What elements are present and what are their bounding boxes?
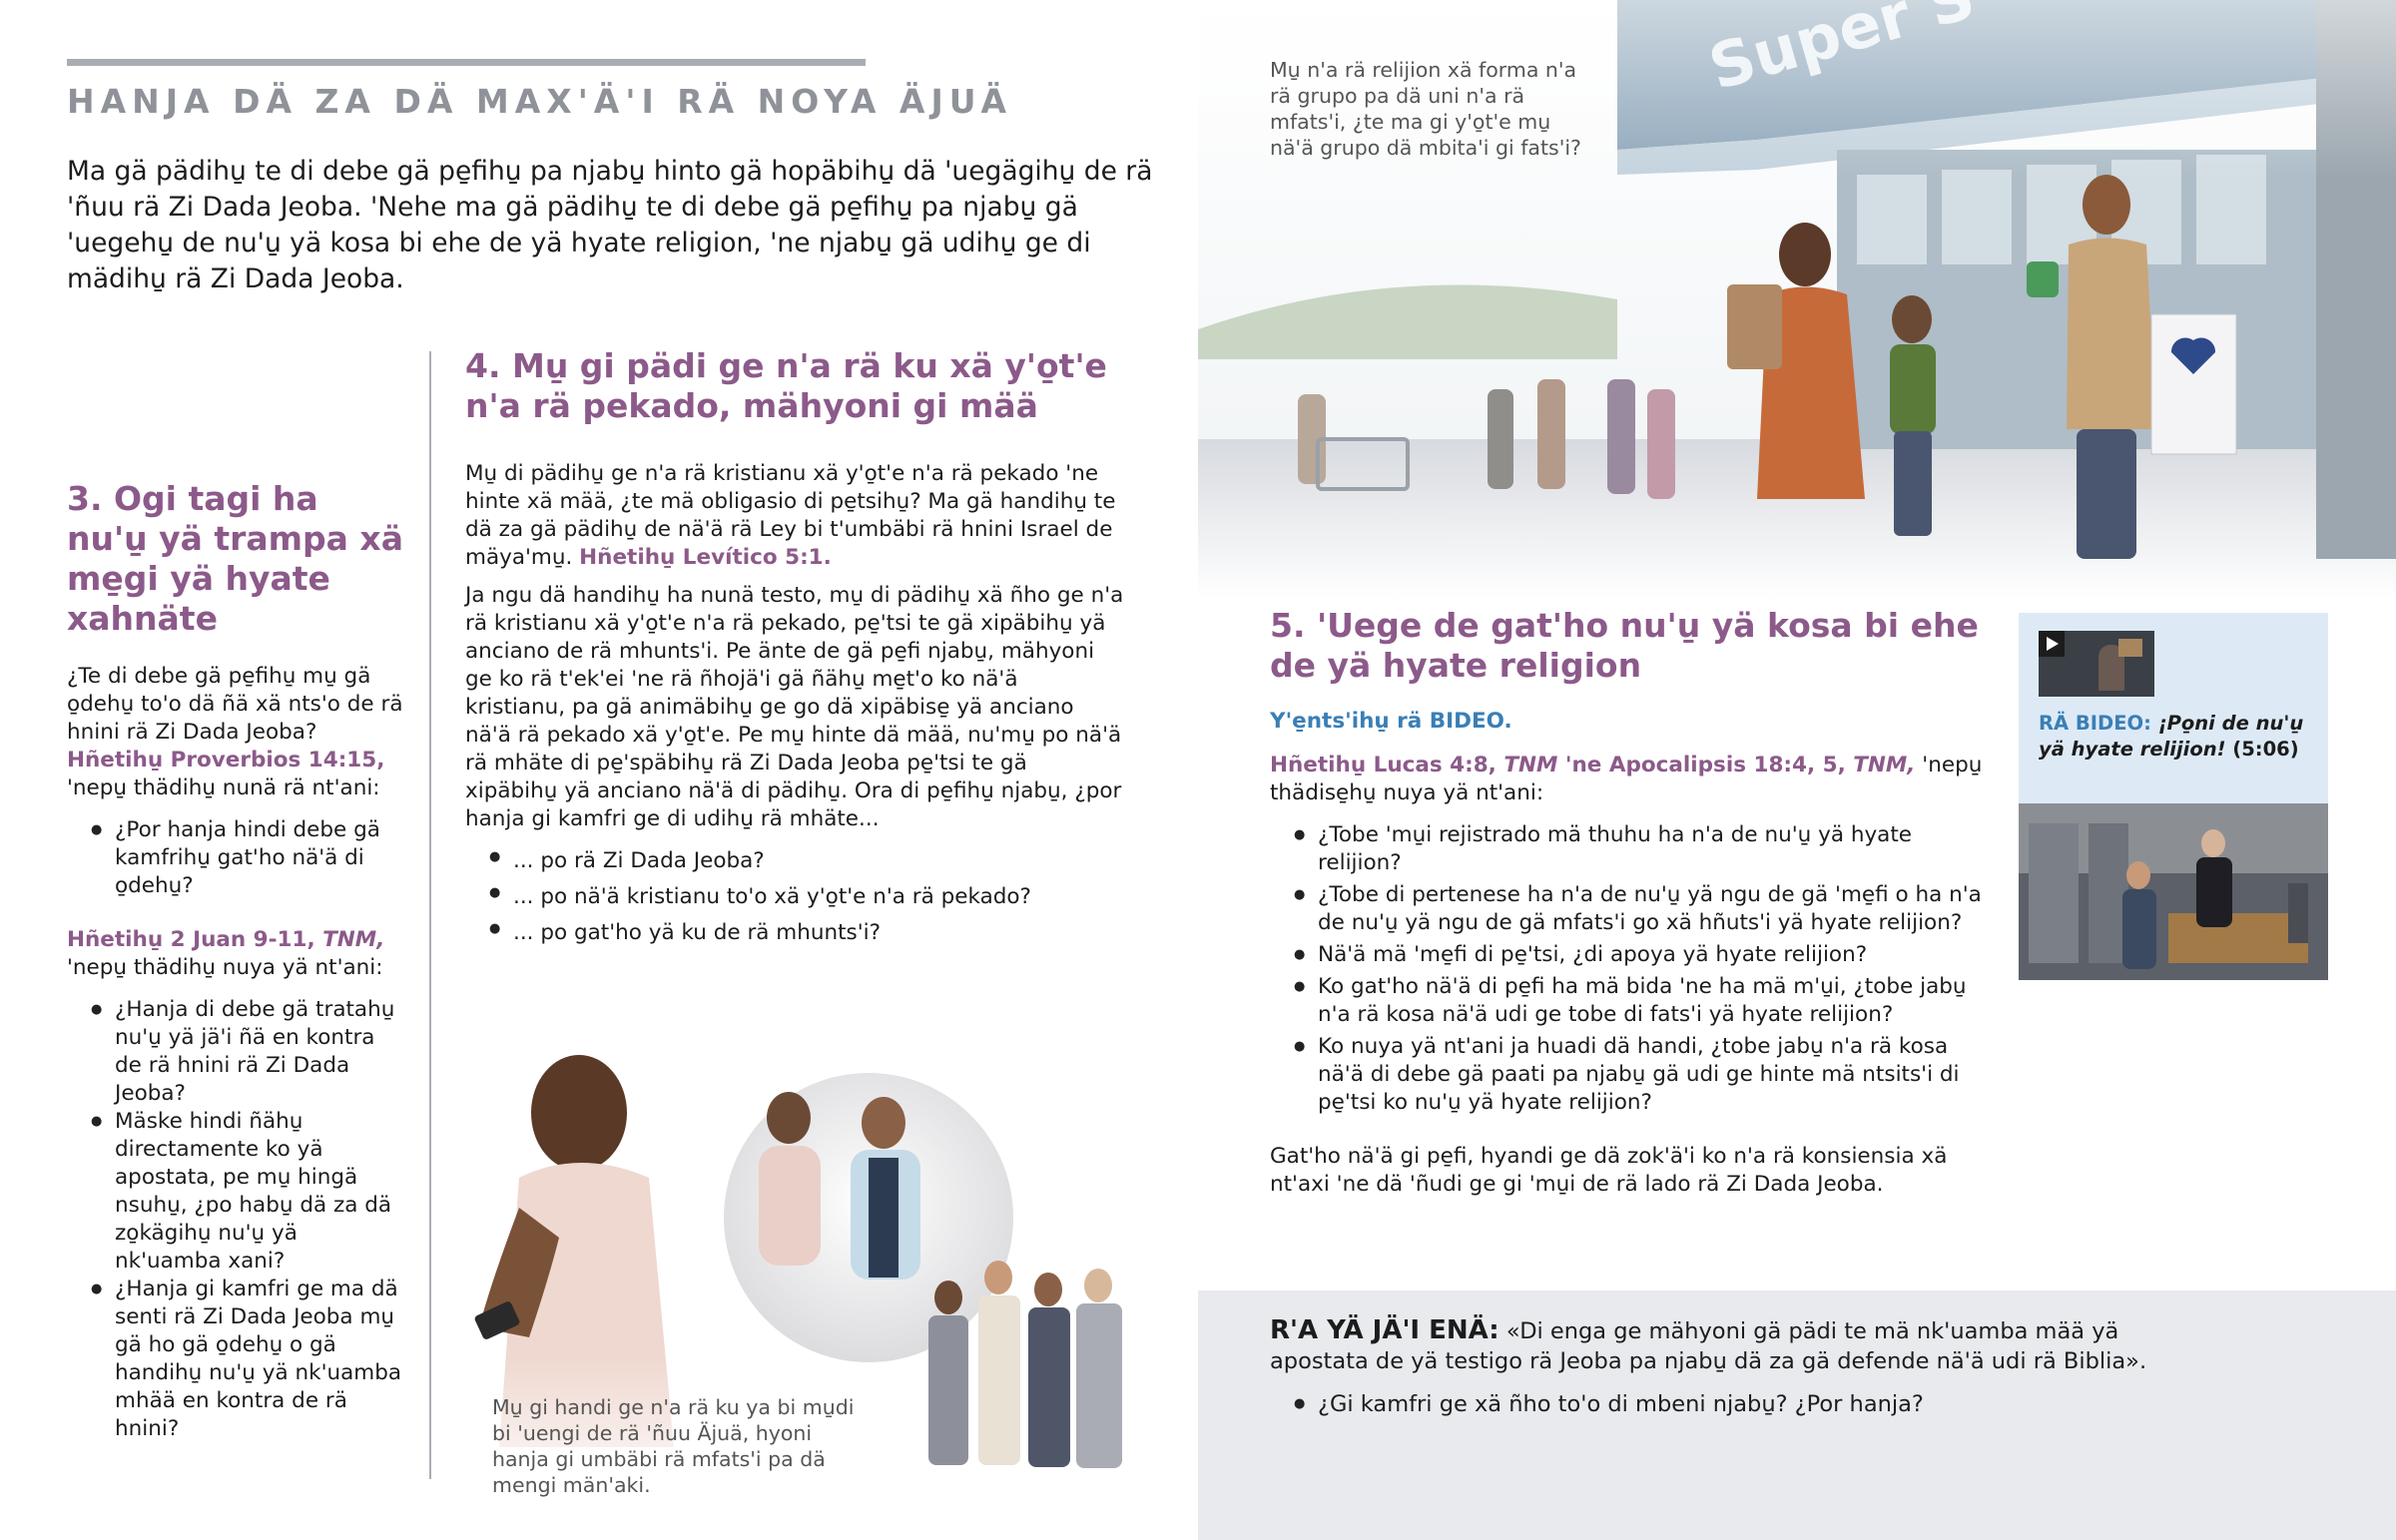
section-4-bullets <box>465 843 1124 951</box>
section-5-heading: 5. 'Uege de gat'ho nu'u̱ yä kosa bi ehe de yä hyate religion <box>1270 606 1979 685</box>
discussion-lead: R'A YÄ JÄ'I ENÄ: <box>1270 1315 1499 1345</box>
section-3 <box>67 479 406 1443</box>
list-item: ● ¿Gi kamfri ge xä ñho to'o di mbeni njabu̱? ¿Por hanja? <box>1270 1390 2148 1418</box>
video-thumbnail-small[interactable] <box>2039 631 2154 697</box>
top-rule <box>67 59 866 66</box>
intro-paragraph: Ma gä pädihu̱ te di debe gä pe̱fihu̱ pa njabu̱ hinto gä hopäbihu̱ dä 'uegägihu̱ de rä 'ñuu rä Zi Dada Jeoba. 'Nehe ma gä pädihu̱ te di debe gä pe̱fihu̱ pa njabu̱ gä 'uegehu̱ de nu'u̱ yä kosa bi ehe de yä hyate religion, 'ne njabu̱ gä udihu̱ ge di mädihu̱ rä Zi Dada Jeoba. <box>67 156 1153 294</box>
list-item: ● ¿Hanja di debe gä tratahu̱ nu'u̱ yä jä'i ñä en kontra de rä hnini rä Zi Dada Jeoba? <box>67 996 406 1108</box>
discussion-bullets <box>1270 1390 2148 1418</box>
section-title: HANJA DÄ ZA DÄ MAX'Ä'I RÄ NOYA ÄJUÄ <box>67 82 1013 121</box>
paragraph-tail: 'nepu̱ thädihu̱ nuya yä nt'ani: <box>67 955 383 980</box>
section-4 <box>465 346 1124 951</box>
section-4-paragraph-1: Mu̱ di pädihu̱ ge n'a rä kristianu xä y'o̱t'e n'a rä pekado 'ne hinte xä mää, ¿te mä obligasio di pe̱tsihu̱? Ma gä handihu̱ te dä za gä pädihu̱ de nä'ä rä Ley bi t'umbäbi rä hnini Israel de mäya'mu̱. Hñetihu̱ Levítico 5:1. <box>465 461 1116 570</box>
section-3-paragraph <box>67 663 406 802</box>
discussion-statement: R'A YÄ JÄ'I ENÄ: «Di enga ge mähyoni gä pädi te mä nk'uamba mää yä apostata de yä testigo rä Jeoba pa njabu̱ dä za gä defende nä'ä udi rä Biblia». <box>1270 1315 2147 1374</box>
list-item: ● Ko nuya yä nt'ani ja huadi dä handi, ¿tobe jabu̱ n'a rä kosa nä'ä di debe gä paati pa njabu̱ gä udi ge hinte mä ntsits'i di pe̱'tsi ko nu'u̱ yä hyate relijion? <box>1270 1033 1989 1117</box>
list-item: ● Ko gat'ho nä'ä di pe̱fi ha mä bida 'ne ha mä m'u̱i, ¿tobe jabu̱ n'a rä kosa nä'ä udi ge tobe di fats'i yä hyate relijion? <box>1270 973 1989 1029</box>
section-3-bullets-1 <box>67 816 406 900</box>
play-icon[interactable] <box>2047 637 2059 651</box>
photo-caption: Mu̱ n'a rä relijion xä forma n'a rä grupo pa dä uni n'a rä mfats'i, ¿te ma gi y'o̱t'e mu̱ nä'ä grupo dä mbita'i gi fats'i? <box>1270 58 1581 160</box>
illustration-caption: Mu̱ gi handi ge n'a rä ku ya bi mu̱di bi 'uengi de rä 'ñuu Äjuä, hyoni hanja gi umbäbi rä mfats'i pa dä mengi män'aki. <box>492 1395 855 1497</box>
video-still <box>2019 803 2328 980</box>
scripture-link-levitico[interactable]: Hñetihu̱ Levítico 5:1. <box>579 545 832 570</box>
woman-figure <box>2122 889 2156 969</box>
scripture-link-2-juan[interactable]: Hñetihu̱ 2 Juan 9-11, TNM, <box>67 927 385 952</box>
list-item: ● Nä'ä mä 'me̱fi di pe̱'tsi, ¿di apoya yä hyate relijion? <box>1270 941 1989 969</box>
paragraph-tail: 'nepu̱ thädihu̱ nunä rä nt'ani: <box>67 775 380 800</box>
section-5-reference: Hñetihu̱ Lucas 4:8, TNM 'ne Apocalipsis 18:4, 5, TNM, 'nepu̱ thädise̱hu̱ nuya yä nt'ani: <box>1270 753 1983 805</box>
video-card-text: RÄ BIDEO: ¡Po̱ni de nu'u̱ yä hyate relijion! (5:06) <box>2039 712 2304 761</box>
list-item: ● ¿Tobe di pertenese ha n'a de nu'u̱ yä ngu de gä 'me̱fi o ha n'a de nu'u̱ yä ngu de gä mfats'i go xä hñuts'i yä hyate relijion? <box>1270 881 1989 937</box>
priest-figure <box>2196 857 2232 927</box>
section-3-bullets-2 <box>67 996 406 1443</box>
section-5-bullets <box>1270 821 1989 1117</box>
collection-box <box>2151 314 2236 454</box>
video-link[interactable]: Y'e̱nts'ihu̱ rä BIDEO. <box>1270 709 1512 734</box>
section-3-reference-2 <box>67 926 406 982</box>
paragraph-text: ¿Te di debe gä pe̱fihu̱ mu̱ gä o̱dehu̱ to'o dä ñä xä nts'o de rä hnini rä Zi Dada Jeoba? <box>67 664 403 745</box>
section-4-heading: 4. Mu̱ gi pädi ge n'a rä ku xä y'o̱t'e n'a rä pekado, mähyoni gi mää <box>465 346 1107 425</box>
list-item: ● ... po gat'ho yä ku de rä mhunts'i? <box>465 915 1124 951</box>
grocery-bag <box>1727 284 1782 369</box>
list-item: ● ¿Tobe 'mu̱i rejistrado mä thuhu ha n'a de nu'u̱ yä hyate relijion? <box>1270 821 1989 877</box>
desk <box>2168 913 2308 963</box>
scripture-link-proverbs[interactable]: Hñetihu̱ Proverbios 14:15, <box>67 748 385 772</box>
column-divider <box>429 351 431 1479</box>
list-item: ● ... po rä Zi Dada Jeoba? <box>465 843 1124 879</box>
collection-cup <box>2027 261 2059 297</box>
section-5 <box>1270 606 1989 1199</box>
list-item: ● ¿Hanja gi kamfri ge ma dä senti rä Zi Dada Jeoba mu̱ gä ho gä o̱dehu̱ o gä handihu̱ nu'u̱ yä nk'uamba mhää en kontra de rä hnini? <box>67 1276 406 1443</box>
section-4-paragraph-2: Ja ngu dä handihu̱ ha nunä testo, mu̱ di pädihu̱ xä ñho ge n'a rä kristianu xä y'o̱t'e n'a rä pekado, pe̱'tsi te gä xipäbihu̱ yä anciano de rä mhunts'i. Pe änte de gä pe̱fi njabu̱, mähyoni ge ko rä t'ek'ei 'ne rä ñhojä'i gä ñähu̱ me̱t'o ko nä'ä kristianu, pa gä animäbihu̱ ge go dä xipäbise̱ yä anciano nä'ä rä pekado xä y'o̱t'e. Pe mu̱ hinte dä mää, nu'mu̱ po nä'ä rä mhäte di pe̱'späbihu̱ rä Zi Dada Jeoba pe̱'tsi te gä xipäbihu̱ yä anciano nä'ä di pädihu̱. Ora di pe̱fihu̱ njabu̱, ¿por hanja gi kamfri ge di udihu̱ rä mhäte... <box>465 583 1124 831</box>
video-card[interactable] <box>2019 613 2328 980</box>
scripture-link-lucas-apocalipsis[interactable]: Hñetihu̱ Lucas 4:8, TNM 'ne Apocalipsis 18:4, 5, TNM, <box>1270 753 1916 777</box>
list-item: ● ¿Por hanja hindi debe gä kamfrihu̱ gat'ho nä'ä di o̱dehu̱? <box>67 816 406 900</box>
section-5-closing: Gat'ho nä'ä gi pe̱fi, hyandi ge dä zok'ä'i ko n'a rä konsiensia xä nt'axi 'ne dä 'ñudi ge gi 'mu̱i de rä lado rä Zi Dada Jeoba. <box>1270 1144 1948 1197</box>
elders-group <box>928 1261 1122 1468</box>
section-3-heading: 3. Ogi tagi ha nu'u̱ yä trampa xä me̱gi yä hyate xahnäte <box>67 479 403 638</box>
list-item: ● ... po nä'ä kristianu to'o xä y'o̱t'e n'a rä pekado? <box>465 879 1124 915</box>
list-item: ● Mäske hindi ñähu̱ directamente ko yä apostata, pe mu̱ hingä nsuhu̱, ¿po habu̱ dä za dä zo̱kägihu̱ nu'u̱ yä nk'uamba xani? <box>67 1108 406 1276</box>
young-man-head <box>531 1055 627 1171</box>
